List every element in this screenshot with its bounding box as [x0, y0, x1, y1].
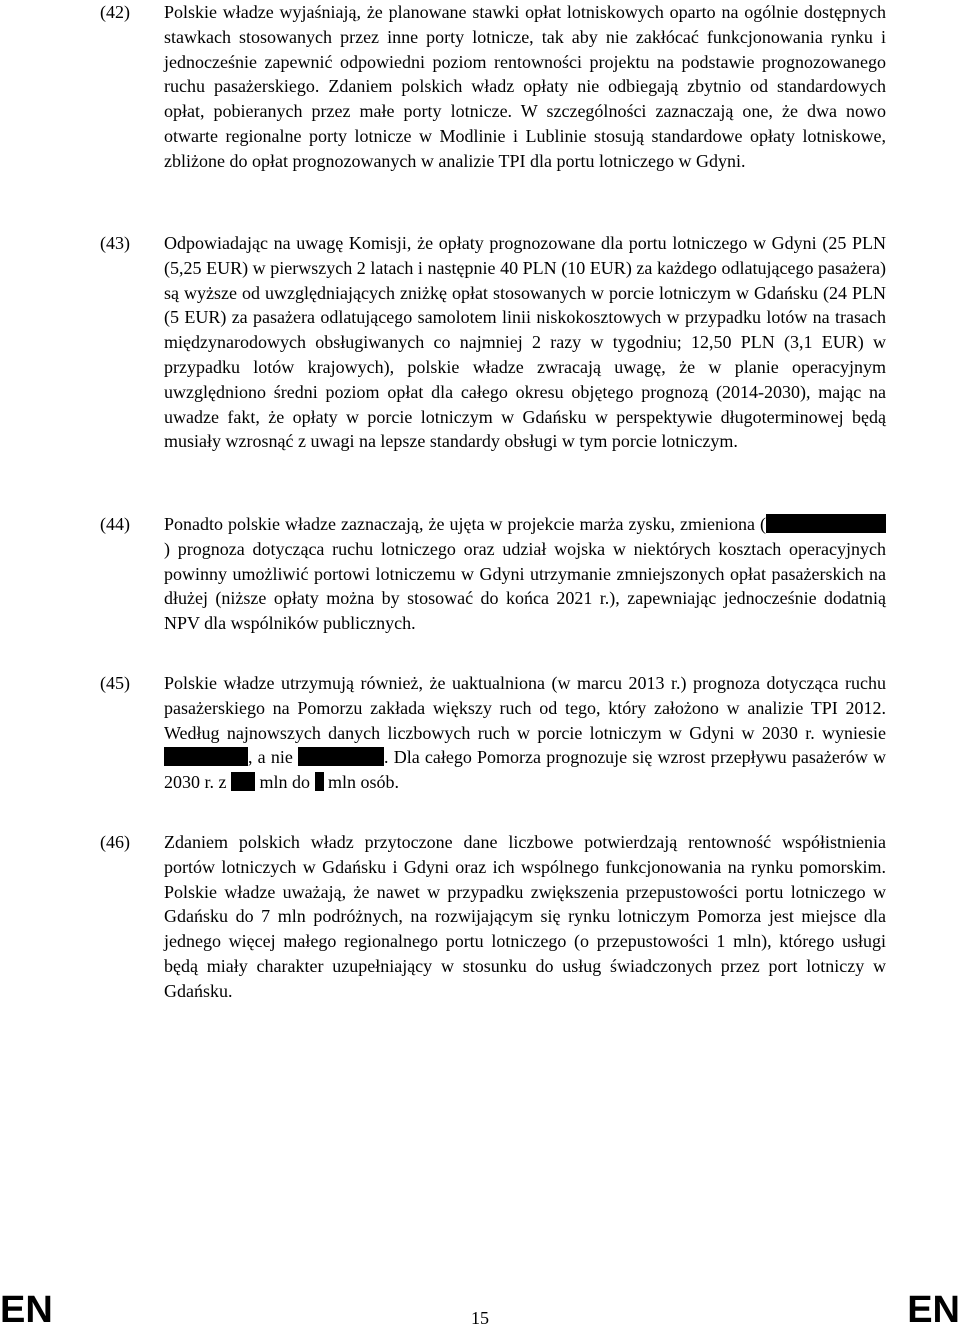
page-number: 15	[471, 1308, 489, 1328]
text-segment: mln osób.	[323, 772, 400, 793]
redaction-block	[231, 772, 255, 791]
paragraph-number: (43)	[100, 233, 130, 253]
redaction-block	[298, 747, 384, 766]
text-segment: mln do	[255, 772, 315, 793]
paragraph-number: (45)	[100, 673, 130, 693]
text-segment: Ponadto polskie władze zaznaczają, że ujęta w projekcie marża zysku, zmieniona (	[164, 514, 766, 534]
text-segment: , a nie	[248, 747, 299, 768]
text-segment: Polskie władze utrzymują również, że uaktualniona (w marcu 2013 r.) prognoza dotycząca ruchu pasażerskiego na Pomorzu zakłada większy ruch od tego, który założono w analizie TPI 2012. Według najnowszych danych liczbowych ruch w porcie lotniczym w Gdyni w 2030 r. wyniesie	[164, 673, 886, 743]
paragraph-number: (44)	[100, 514, 130, 534]
paragraph-text: Zdaniem polskich władz przytoczone dane liczbowe potwierdzają rentowność współistnienia portów lotniczych w Gdańsku i Gdyni oraz ich wspólnego funkcjonowania na rynku pomorskim. Polskie władze uważają, że nawet w przypadku zwiększenia przepustowości portu lotniczego w Gdańsku do 7 mln podróżnych, na rozwijającym się rynku lotniczym Pomorza jest miejsce dla jednego więcej małego regionalnego portu lotniczego (o przepustowości 1 mln), którego usługi będą miały charakter uzupełniający w stosunku do usług świadczonych przez port lotniczy w Gdańsku.	[164, 832, 886, 1001]
paragraph-number: (46)	[100, 832, 130, 852]
paragraph-text	[164, 671, 886, 795]
footer-language-right: EN	[907, 1289, 960, 1331]
text-segment: ) prognoza dotycząca ruchu lotniczego oraz udział wojska w niektórych kosztach operacyjnych powinny umożliwić portowi lotniczemu w Gdyni utrzymanie zmniejszonych opłat pasażerskich na dłużej (niższe opłaty można by stosować do końca 2021 r.), zapewniając jednocześnie dodatnią NPV dla wspólników publicznych.	[164, 538, 886, 634]
redaction-block	[766, 514, 886, 533]
text-segment: . Dla całego Pomorza prognozuje się wzrost przepływu pasażerów w 2030 r. z	[164, 747, 886, 793]
paragraph-text	[164, 512, 886, 636]
paragraph-text: Polskie władze wyjaśniają, że planowane stawki opłat lotniskowych oparto na ogólnie dostępnych stawkach stosowanych przez inne porty lotnicze, tak aby nie zakłócać funkcjonowania rynku i jednocześnie zapewnić odpowiedni poziom rentowności projektu na podstawie prognozowanego ruchu pasażerskiego. Zdaniem polskich władz opłaty nie odbiegają zbytnio od standardowych opłat, pobieranych przez małe porty lotnicze. W szczególności zaznaczają one, że dwa nowo otwarte regionalne porty lotnicze w Modlinie i Lublinie stosują standardowe opłaty lotniskowe, zbliżone do opłat prognozowanych w analizie TPI dla portu lotniczego w Gdyni.	[164, 2, 886, 171]
paragraph-number: (42)	[100, 2, 130, 22]
footer-language-left: EN	[0, 1289, 53, 1331]
paragraph-text: Odpowiadając na uwagę Komisji, że opłaty prognozowane dla portu lotniczego w Gdyni (25 PLN (5,25 EUR) w pierwszych 2 latach i następnie 40 PLN (10 EUR) za każdego odlatującego pasażera) są wyższe od uwzględniających zniżkę opłat stosowanych w porcie lotniczym w Gdańsku (24 PLN (5 EUR) za pasażera odlatującego samolotem linii niskokosztowych w przypadku lotów na trasach międzynarodowych obsługiwanych co najmniej 2 razy w tygodniu; 12,50 PLN (3,1 EUR) w przypadku lotów krajowych), polskie władze zwracają uwagę, że w planie operacyjnym uwzględniono średni poziom opłat dla całego okresu objętego prognozą (2014-2030), mając na uwadze fakt, że opłaty w porcie lotniczym w Gdańsku w perspektywie długoterminowej będą musiały wzrosnąć z uwagi na lepsze standardy obsługi w tym porcie lotniczym.	[164, 233, 886, 452]
redaction-block	[315, 772, 324, 791]
redaction-block	[164, 747, 248, 766]
